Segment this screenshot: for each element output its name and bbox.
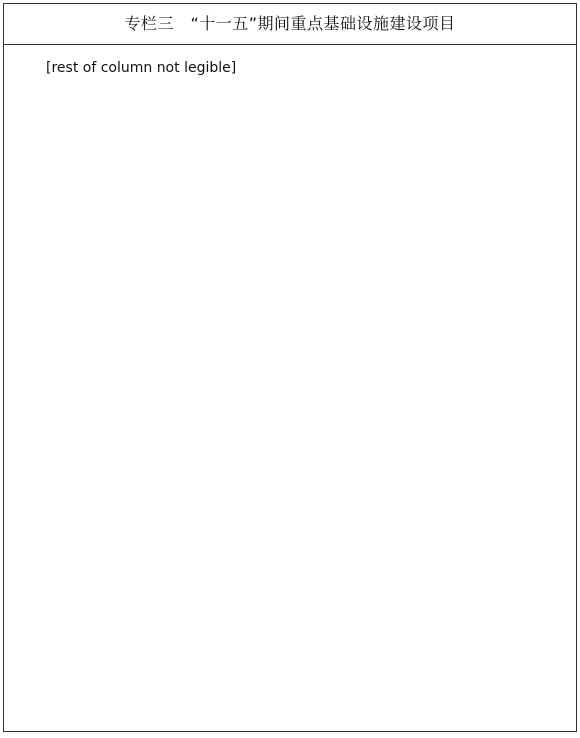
column-body: [rest of column not legible] bbox=[46, 60, 237, 76]
column-title: 专栏三 “十一五”期间重点基础设施建设项目 bbox=[4, 4, 576, 45]
column-box bbox=[3, 3, 577, 732]
